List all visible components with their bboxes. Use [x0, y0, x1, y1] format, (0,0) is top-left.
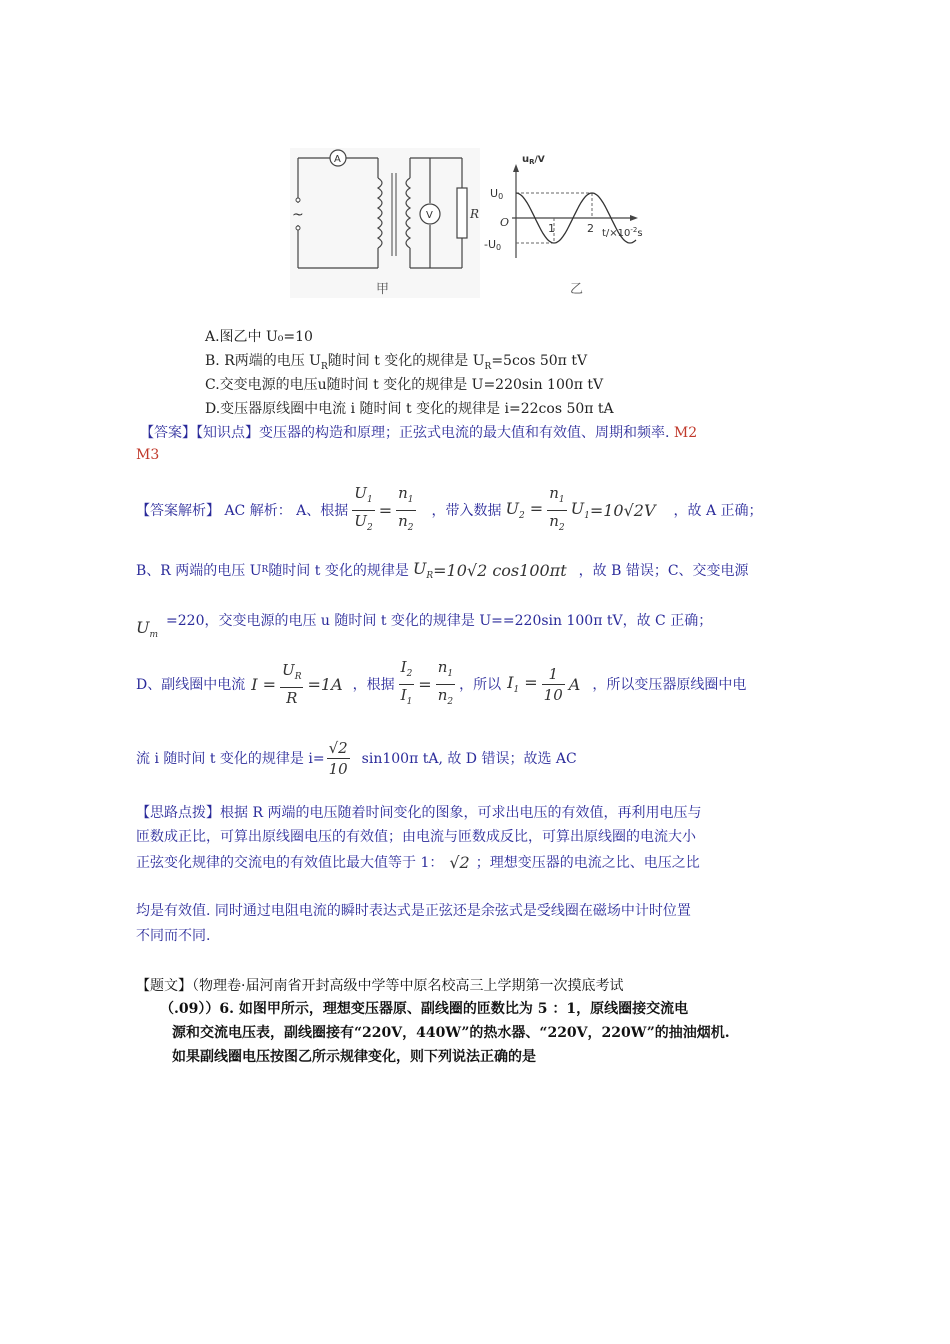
analysis-line-3: $U_m$ =220，交变电源的电压 u 随时间 t 变化的规律是 U==220sin 100π tV，故 C 正确； [136, 613, 713, 641]
y-axis-label: $u_R/V$ [522, 154, 545, 166]
knowledge-code: M2 [673, 425, 698, 441]
voltmeter-label: V [426, 210, 433, 221]
answer-header: 【答案】【知识点】变压器的构造和原理；正弦式电流的最大值和有效值、周期和频率. M2 [140, 425, 698, 441]
analysis-line-2: B、R 两端的电压 U R 随时间 t 变化的规律是 $U_R$ =10√2 cos100πt ，故 B 错误；C、交变电源 [136, 558, 749, 582]
analysis-line-5: 流 i 随时间 t 变化的规律是 i= $\frac{√2}{10}$ sin100π tA, 故 D 错误；故选 AC [136, 738, 577, 778]
analysis-line-4: D、副线圈中电流 I = $\frac{U_R}{R}$ =1A ，根据 $\frac{I_2}{I_1}$ = $\frac{n_1}{n_2}$ ，所以 $I_1$ = $\frac{1}{10}$ A ，所以变压器原线圈中电 [136, 656, 746, 712]
question-source: 【题文】（物理卷·届河南省开封高级中学等中原名校高三上学期第一次摸底考试 [136, 978, 624, 994]
source-symbol: ~ [292, 207, 304, 223]
graph-caption: 乙 [570, 282, 584, 297]
current-fraction: $\frac{U_R}{R}$ [282, 661, 302, 707]
circuit-caption: 甲 [376, 282, 390, 297]
tips-line-3: 正弦变化规律的交流电的有效值比最大值等于 1： √2 ；理想变压器的电流之比、电压之比 [136, 852, 700, 872]
circuit-diagram [290, 148, 480, 298]
tick-2: 2 [587, 222, 594, 235]
current-ratio: $\frac{I_2}{I_1}$ [400, 657, 413, 707]
question-line-4: 如果副线圈电压按图乙所示规律变化，则下列说法正确的是 [172, 1049, 536, 1065]
option-b: B. R两端的电压 $U_R$随时间 t 变化的规律是 $U_R=5\cos$ 50π tV [205, 353, 588, 372]
turns-ratio-2: $\frac{n_1}{n_2}$ [549, 483, 565, 533]
option-c: C.交变电源的电压u随时间 t 变化的规律是 U=220sin 100π tV [205, 377, 604, 393]
x-axis-label: $t/\times 10^{-2}s$ [602, 226, 643, 239]
waveform-graph [484, 148, 684, 298]
option-d: D.变压器原线圈中电流 i 随时间 t 变化的规律是 i=22cos 50π tA [205, 401, 614, 417]
tips-line-5: 不同而不同. [136, 928, 211, 944]
root2-over-10: $\frac{√2}{10}$ [328, 738, 348, 778]
question-line-2: （.09））6. 如图甲所示，理想变压器原、副线圈的匝数比为 5 ：1，原线圈接交流电 [160, 1001, 689, 1017]
one-tenth: $\frac{1}{10}$ [543, 664, 563, 704]
tips-line-2: 匝数成正比，可算出原线圈电压的有效值；由电流与匝数成反比，可算出原线圈的电流大小 [136, 829, 696, 845]
ammeter-label: A [334, 154, 341, 165]
origin-label: O [500, 216, 510, 229]
tips-line-4: 均是有效值. 同时通过电阻电流的瞬时表达式是正弦还是余弦式是受线圈在磁场中计时位置 [136, 903, 691, 919]
u0-label: U0 [490, 187, 504, 201]
turns-ratio-3: $\frac{n_1}{n_2}$ [437, 657, 454, 707]
question-line-3: 源和交流电压表，副线圈接有“220V，440W”的热水器、“220V，220W”的抽油烟机. [172, 1025, 730, 1041]
tick-1: 1 [548, 222, 555, 235]
voltage-ratio: $\frac{U_1}{U_2}$ [354, 483, 373, 533]
tips-line-1: 【思路点拨】根据 R 两端的电压随着时间变化的图象，可求出电压的有效值，再利用电压与 [136, 805, 702, 821]
neg-u0-label: -U0 [484, 238, 502, 252]
option-a: A.图乙中 U₀=10 [205, 329, 313, 345]
resistor-label: R [470, 207, 480, 221]
turns-ratio: $\frac{n_1}{n_2}$ [398, 483, 414, 533]
analysis-line-1: 【答案解析】 AC 解析： A、根据 $\frac{U_1}{U_2}$ = $\frac{n_1}{n_2}$ ，带入数据 $U_2$ = $\frac{n_1}{n_2}$ $U_1$ =10√2V ，故 A 正确； [136, 482, 763, 538]
knowledge-code-2: M3 [136, 447, 160, 463]
